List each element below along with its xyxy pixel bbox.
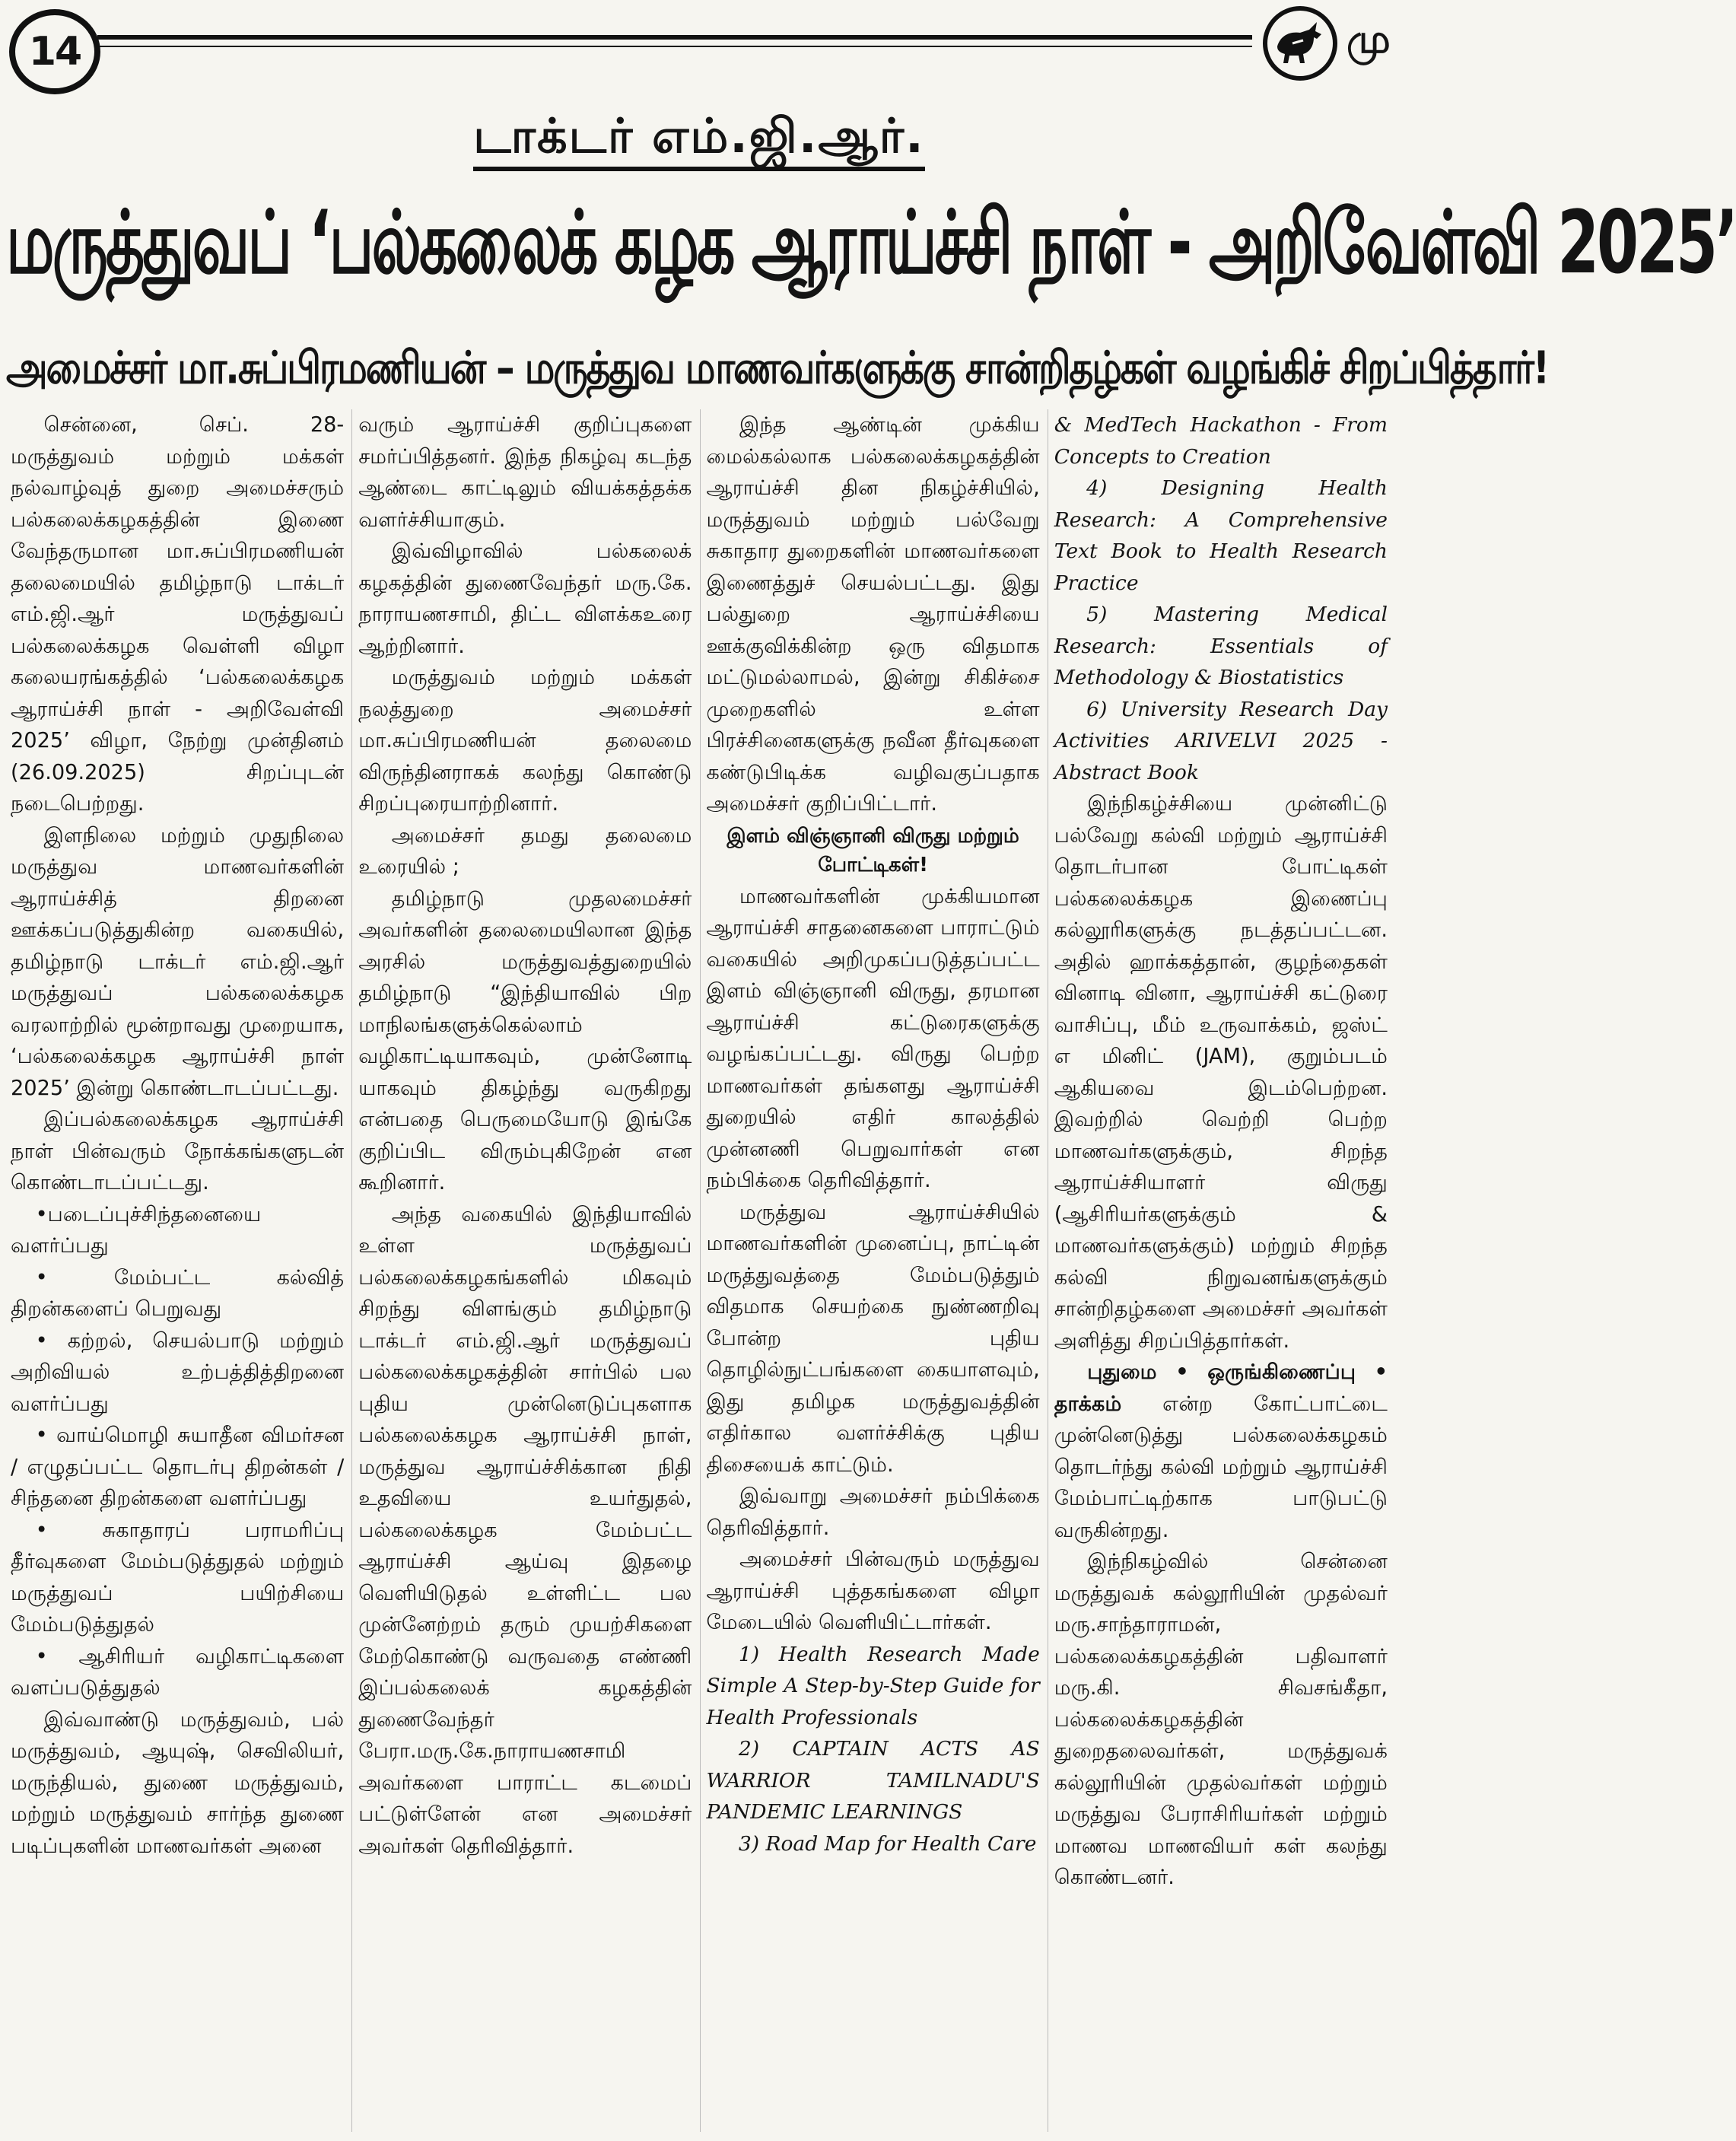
paragraph: இவ்விழாவில் பல்கலைக் கழகத்தின் துணைவேந்தர் மரு.கே. நாராயணசாமி, திட்ட விளக்கஉரை ஆற்றினார். — [358, 539, 692, 658]
header-rule-thick — [97, 35, 1252, 40]
paragraph — [1054, 1357, 1388, 1546]
article-body — [11, 409, 1388, 2132]
paragraph: இப்பல்கலைக்கழக ஆராய்ச்சி நாள் பின்வரும் நோக்கங்களுடன் கொண்டாடப்பட்டது. — [11, 1108, 345, 1195]
motto-lead: புதுமை • ஒருங்கிணைப்பு • தாக்கம் — [1054, 1360, 1388, 1416]
bullet-item: •படைப்புச்சிந்தனையை வளர்ப்பது — [11, 1202, 262, 1258]
paragraph: மருத்துவ ஆராய்ச்சியில் மாணவர்களின் முனைப்பு, நாட்டின் மருத்துவத்தை மேம்படுத்தும் விதமாக செயற்கை நுண்ணறிவு போன்ற புதிய தொழில்நுட்பங்களை கையாளவும், இது தமிழக மருத்துவத்தின் எதிர்கால வளர்ச்சிக்கு புதிய திசையைக் காட்டும். — [706, 1200, 1040, 1477]
bullet-item: • ஆசிரியர் வழிகாட்டிகளை வளப்படுத்துதல் — [11, 1644, 345, 1700]
header-rule-thin — [97, 46, 1252, 47]
column-2 — [351, 409, 692, 2132]
article-kicker — [0, 108, 1398, 170]
paragraph: இந்த ஆண்டின் முக்கிய மைல்கல்லாக பல்கலைக்கழகத்தின் ஆராய்ச்சி தின நிகழ்ச்சியில், மருத்துவம் மற்றும் பல்வேறு சுகாதார துறைகளின் மாணவர்களை இணைத்துச் செயல்பட்டது. இது பல்துறை ஆராய்ச்சியை ஊக்குவிக்கின்ற ஒரு விதமாக மட்டுமல்லாமல், இன்று சிகிச்சை முறைகளில் உள்ள பிரச்சினைகளுக்கு நவீன தீர்வுகளை கண்டுபிடிக்க வழிவகுப்பதாக அமைச்சர் குறிப்பிட்டார். — [706, 413, 1040, 816]
book-title: 3) Road Map for Health Care — [738, 1831, 1037, 1856]
motto-rest: என்ற கோட்பாட்டை முன்னெடுத்து பல்கலைக்கழகம் தொடர்ந்து கல்வி மற்றும் ஆராய்ச்சி மேம்பாட்டிற்காக பாடுபட்டு வருகின்றது. — [1054, 1392, 1388, 1542]
bullet-item: • சுகாதாரப் பராமரிப்பு தீர்வுகளை மேம்படுத்துதல் மற்றும் மருத்துவப் பயிற்சியை மேம்படுத்துதல் — [11, 1518, 345, 1637]
column-3 — [700, 409, 1040, 2132]
book-title: 5) Mastering Medical Research: Essentials of Methodology & Biostatistics — [1054, 603, 1388, 689]
paragraph: வரும் ஆராய்ச்சி குறிப்புகளை சமர்ப்பித்தனர். இந்த நிகழ்வு கடந்த ஆண்டை காட்டிலும் வியக்கத்தக்க வளர்ச்சியாகும். — [358, 413, 692, 532]
paragraph: இந்நிகழ்வில் சென்னை மருத்துவக் கல்லூரியின் முதல்வர் மரு.சாந்தாராமன், பல்கலைக்கழகத்தின் பதிவாளர் மரு.கி. சிவசங்கீதா, பல்கலைக்கழகத்தின் துறைதலைவர்கள், மருத்துவக் கல்லூரியின் முதல்வர்கள் மற்றும் மருத்துவ பேராசிரியர்கள் மற்றும் மாணவ மாணவியர் கள் கலந்து கொண்டனர். — [1054, 1550, 1388, 1889]
paragraph: சென்னை, செப். 28- மருத்துவம் மற்றும் மக்கள் நல்வாழ்வுத் துறை அமைச்சரும் பல்கலைக்கழகத்தின் இணை வேந்தருமான மா.சுப்பிரமணியன் தலைமையில் தமிழ்நாடு டாக்டர் எம்.ஜி.ஆர் மருத்துவப் பல்கலைக்கழக வெள்ளி விழா கலையரங்கத்தில் ‘பல்கலைக்கழக ஆராய்ச்சி நாள் - அறிவேள்வி 2025’ விழா, நேற்று முன்தினம் (26.09.2025) சிறப்புடன் நடைபெற்றது. — [11, 413, 345, 816]
column-1 — [11, 409, 344, 2132]
paragraph: அமைச்சர் தமது தலைமை உரையில் ; — [358, 823, 692, 879]
book-title: 2) CAPTAIN ACTS AS WARRIOR TAMILNADU'S PANDEMIC LEARNINGS — [706, 1737, 1040, 1824]
paragraph: அமைச்சர் பின்வரும் மருத்துவ ஆராய்ச்சி புத்தகங்களை விழா மேடையில் வெளியிட்டார்கள். — [706, 1548, 1040, 1634]
bull-icon — [1263, 6, 1337, 81]
book-title: 6) University Research Day Activities ARIVELVI 2025 - Abstract Book — [1054, 697, 1388, 784]
section-subtitle: இளம் விஞ்ஞானி விருது மற்றும் போட்டிகள்! — [727, 824, 1019, 876]
paragraph: தமிழ்நாடு முதலமைச்சர் அவர்களின் தலைமையிலான இந்த அரசில் மருத்துவத்துறையில் தமிழ்நாடு “இந்தியாவில் பிற மாநிலங்களுக்கெல்லாம் வழிகாட்டியாகவும், முன்னோடி யாகவும் திகழ்ந்து வருகிறது என்பதை பெருமையோடு இங்கே குறிப்பிட விரும்புகிறேன் என கூறினார். — [358, 886, 692, 1195]
paragraph: மருத்துவம் மற்றும் மக்கள் நலத்துறை அமைச்சர் மா.சுப்பிரமணியன் தலைமை விருந்தினராகக் கலந்து கொண்டு சிறப்புரையாற்றினார். — [358, 666, 692, 816]
paragraph: இவ்வாண்டு மருத்துவம், பல் மருத்துவம், ஆயுஷ், செவிலியர், மருந்தியல், துணை மருத்துவம், மற்றும் மருத்துவம் சார்ந்த துணை படிப்புகளின் மாணவர்கள் அனை — [11, 1707, 345, 1858]
paragraph: அந்த வகையில் இந்தியாவில் உள்ள மருத்துவப் பல்கலைக்கழகங்களில் மிகவும் சிறந்து விளங்கும் தமிழ்நாடு டாக்டர் எம்.ஜி.ஆர் மருத்துவப் பல்கலைக்கழகத்தின் சார்பில் பல புதிய முன்னெடுப்புகளாக பல்கலைக்கழக ஆராய்ச்சி நாள், மருத்துவ ஆராய்ச்சிக்கான நிதி உதவியை உயர்துதல், பல்கலைக்கழக மேம்பட்ட ஆராய்ச்சி ஆய்வு இதழை வெளியிடுதல் உள்ளிட்ட பல முன்னேற்றம் தரும் முயற்சிகளை மேற்கொண்டு வருவதை எண்ணி இப்பல்கலைக் கழகத்தின் துணைவேந்தர் பேரா.மரு.கே.நாராயணசாமி அவர்களை பாராட்ட கடமைப் பட்டுள்ளேன் என அமைச்சர் அவர்கள் தெரிவித்தார். — [358, 1202, 692, 1858]
bullet-item: • கற்றல், செயல்பாடு மற்றும் அறிவியல் உற்பத்தித்திறனை வளர்ப்பது — [11, 1328, 345, 1416]
page-number: 14 — [9, 9, 100, 94]
masthead-fragment: மு — [1347, 17, 1391, 62]
paragraph: இவ்வாறு அமைச்சர் நம்பிக்கை தெரிவித்தார். — [706, 1484, 1040, 1540]
book-title: 4) Designing Health Research: A Comprehensive Text Book to Health Research Practice — [1054, 476, 1388, 595]
bullet-item: • மேம்பட்ட கல்வித் திறன்களைப் பெறுவது — [11, 1265, 345, 1321]
paragraph: இளநிலை மற்றும் முதுநிலை மருத்துவ மாணவர்களின் ஆராய்ச்சித் திறனை ஊக்கப்படுத்துகின்ற வகையில், தமிழ்நாடு டாக்டர் எம்.ஜி.ஆர் மருத்துவப் பல்கலைக்கழக வரலாற்றில் மூன்றாவது முறையாக, ‘பல்கலைக்கழக ஆராய்ச்சி நாள் 2025’ இன்று கொண்டாடப்பட்டது. — [11, 823, 345, 1100]
paragraph: மாணவர்களின் முக்கியமான ஆராய்ச்சி சாதனைகளை பாராட்டும் வகையில் அறிமுகப்படுத்தப்பட்ட இளம் விஞ்ஞானி விருது, தரமான ஆராய்ச்சி கட்டுரைகளுக்கு வழங்கப்பட்டது. விருது பெற்ற மாணவர்கள் தங்களது ஆராய்ச்சி துறையில் எதிர் காலத்தில் முன்னணி பெறுவார்கள் என நம்பிக்கை தெரிவித்தார். — [706, 884, 1040, 1192]
column-4 — [1048, 409, 1388, 2132]
paragraph: இந்நிகழ்ச்சியை முன்னிட்டு பல்வேறு கல்வி மற்றும் ஆராய்ச்சி தொடர்பான போட்டிகள் பல்கலைக்கழக இணைப்பு கல்லூரிகளுக்கு நடத்தப்பட்டன. அதில் ஹாக்கத்தான், குழந்தைகள் வினாடி வினா, ஆராய்ச்சி கட்டுரை வாசிப்பு, மீம் உருவாக்கம், ஜஸ்ட் எ மினிட் (JAM), குறும்படம் ஆகியவை இடம்பெற்றன. இவற்றில் வெற்றி பெற்ற மாணவர்களுக்கும், சிறந்த ஆராய்ச்சியாளர் விருது (ஆசிரியர்களுக்கும் & மாணவர்களுக்கும்) மற்றும் சிறந்த கல்வி நிறுவனங்களுக்கும் சான்றிதழ்களை அமைச்சர் அவர்கள் அளித்து சிறப்பித்தார்கள். — [1054, 792, 1388, 1353]
bullet-item: • வாய்மொழி சுயாதீன விமர்சன / எழுதப்பட்ட தொடர்பு திறன்கள் / சிந்தனை திறன்களை வளர்ப்பது — [11, 1424, 345, 1510]
article-headline: மருத்துவப் ‘பல்கலைக் கழக ஆராய்ச்சி நாள் - அறிவேள்வி 2025’ — [6, 192, 1736, 294]
page-header — [0, 0, 1398, 91]
book-title: & MedTech Hackathon - From Concepts to Creation — [1054, 413, 1388, 469]
book-title: 1) Health Research Made Simple A Step-by-Step Guide for Health Professionals — [706, 1642, 1040, 1729]
kicker-text: டாக்டர் எம்.ஜி.ஆர். — [473, 108, 924, 171]
article-subheadline: அமைச்சர் மா.சுப்பிரமணியன் – மருத்துவ மாணவர்களுக்கு சான்றிதழ்கள் வழங்கிச் சிறப்பித்தார்! — [6, 342, 1549, 394]
